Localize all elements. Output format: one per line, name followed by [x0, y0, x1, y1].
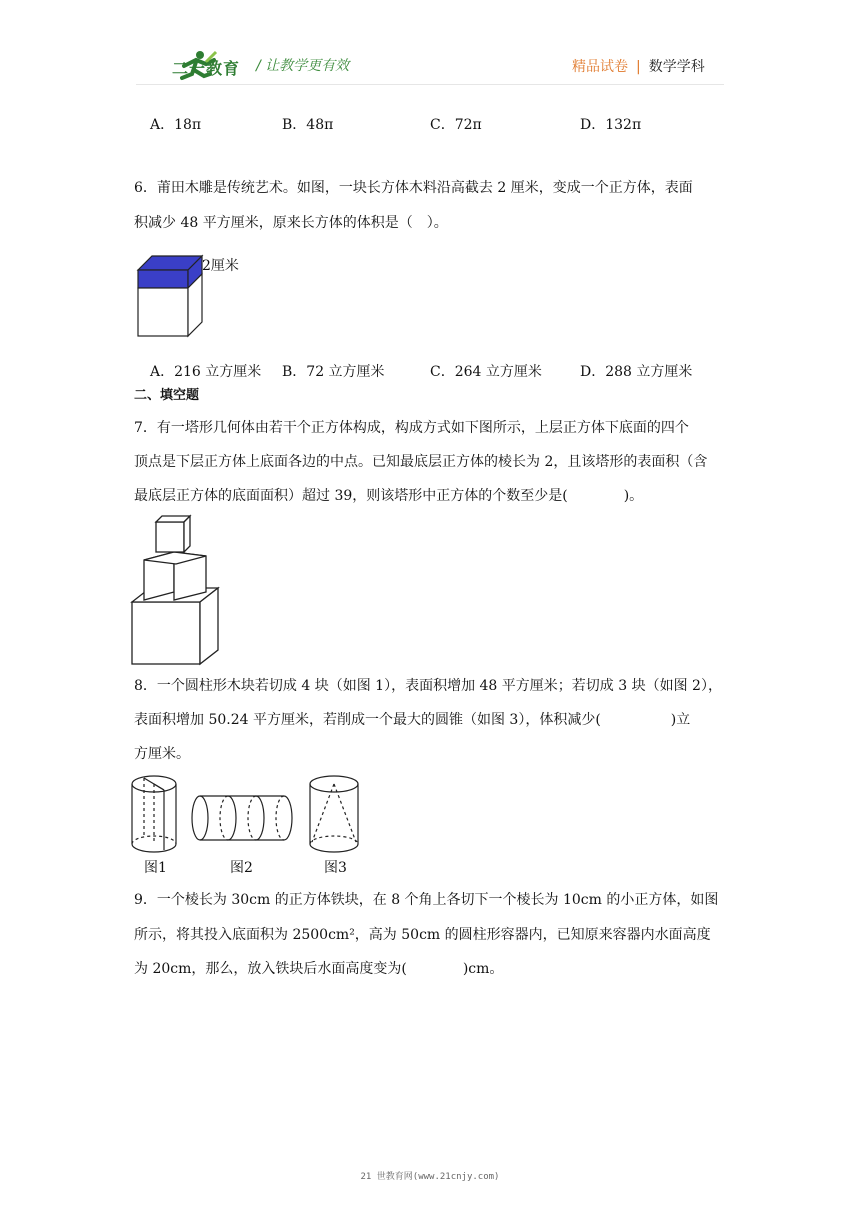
q6-option-d: D．288 立方厘米 — [580, 364, 693, 380]
q8-cylinder-figure-2 — [190, 792, 294, 878]
q6-figure-label: 2厘米 — [202, 258, 239, 274]
header-separator: | — [636, 59, 641, 75]
header-label-exam: 精品试卷 — [572, 59, 628, 75]
q5-option-b: B．48π — [282, 117, 334, 133]
q6-option-a: A．216 立方厘米 — [150, 364, 262, 380]
q6-text-line2: 积减少 48 平方厘米，原来长方体的体积是（ ）。 — [134, 215, 448, 231]
q8-text-line1: 8．一个圆柱形木块若切成 4 块（如图 1），表面积增加 48 平方厘米；若切成 3 块（如图 2）， — [134, 678, 722, 694]
q5-option-c: C．72π — [430, 117, 482, 133]
section-title-fill-in: 二、填空题 — [134, 388, 200, 403]
slogan: / 让教学更有效 — [256, 58, 350, 74]
q9-text-line1: 9．一个棱长为 30cm 的正方体铁块，在 8 个角上各切下一个棱长为 10cm 的小正方体，如图 — [134, 892, 719, 908]
q7-text-line3: 最底层正方体的底面面积）超过 39，则该塔形中正方体的个数至少是( )。 — [134, 488, 644, 504]
q5-option-d: D．132π — [580, 117, 642, 133]
header-divider — [136, 84, 724, 85]
q7-tower-figure — [130, 512, 225, 668]
q6-cuboid-figure — [136, 254, 246, 338]
q6-option-c: C．264 立方厘米 — [430, 364, 542, 380]
q8-text-line2: 表面积增加 50.24 平方厘米，若削成一个最大的圆锥（如图 3），体积减少( )立 — [134, 712, 691, 728]
header-label-subject: 数学学科 — [648, 59, 705, 75]
q6-option-b: B．72 立方厘米 — [282, 364, 385, 380]
q7-text-line1: 7．有一塔形几何体由若干个正方体构成，构成方式如下图所示，上层正方体下底面的四个 — [134, 420, 689, 436]
q5-option-a: A．18π — [150, 117, 202, 133]
q8-cylinder-figure-1 — [130, 774, 182, 878]
q9-text-line2: 所示，将其投入底面积为 2500cm²，高为 50cm 的圆柱形容器内，已知原来容器内水面高度 — [134, 927, 711, 943]
header-right — [572, 56, 705, 76]
q8-text-line3: 方厘米。 — [134, 746, 190, 762]
q8-fig1-label: 图1 — [144, 860, 167, 876]
q8-fig3-label: 图3 — [324, 860, 347, 876]
q9-text-line3: 为 20cm，那么，放入铁块后水面高度变为( )cm。 — [134, 961, 504, 977]
q8-cylinder-figure-3 — [308, 774, 364, 878]
q6-text-line1: 6．莆田木雕是传统艺术。如图，一块长方体木料沿高截去 2 厘米，变成一个正方体，表面 — [134, 180, 693, 196]
brand-name: 二一教育 — [172, 59, 241, 78]
q7-text-line2: 顶点是下层正方体上底面各边的中点。已知最底层正方体的棱长为 2，且该塔形的表面积（含 — [134, 454, 708, 470]
q8-fig2-label: 图2 — [230, 860, 253, 876]
page-footer: 21 世教育网(www.21cnjy.com) — [360, 1172, 500, 1182]
